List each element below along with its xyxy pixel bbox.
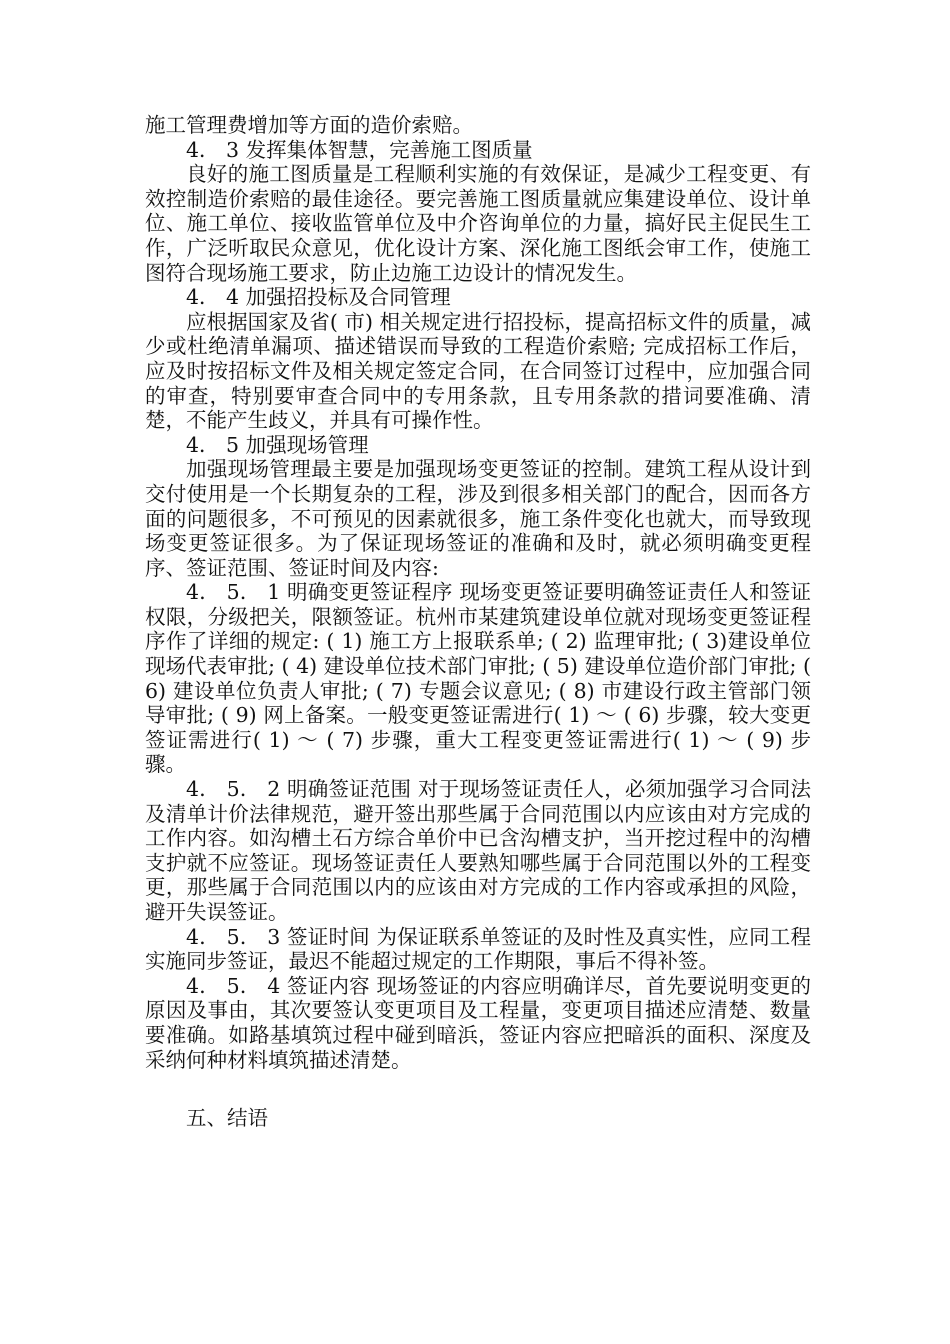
heading-4-3: 4． 3 发挥集体智慧，完善施工图质量 [186,137,533,162]
paragraph-continuation: 施工管理费增加等方面的造价索赔。 [145,113,473,137]
paragraph-drawing-quality: 良好的施工图质量是工程顺利实施的有效保证，是减少工程变更、有效控制造价索赔的最佳途径。要完善施工图质量就应集建设单位、设计单位、施工单位、接收监管单位及中介咨询单位的力量，搞好民主促民生工作，广泛听取民众意见，优化设计方案、深化施工图纸会审工作，使施工图符合现场施工要求，防止边施工边设计的情况发生。 [145,162,811,285]
section-title-conclusion: 五、结语 [186,1106,268,1131]
heading-4-5: 4． 5 加强现场管理 [186,432,369,457]
paragraph-4-5-1: 4． 5． 1 明确变更签证程序 现场变更签证要明确签证责任人和签证权限，分级把关，限额签证。杭州市某建筑建设单位就对现场变更签证程序作了详细的规定: ( 1) 施工方上报联系单; ( 2) 监理审批; ( 3)建设单位现场代表审批; ( 4) 建设单位技术部门审批; ( 5) 建设单位造价部门审批; ( 6) 建设单位负责人审批; ( 7) 专题会议意见; ( 8) 市建设行政主管部门领导审批; ( 9) 网上备案。一般变更签证需进行( 1) ～ ( 6) 步骤，较大变更签证需进行( 1) ～ ( 7) 步骤，重大工程变更签证需进行( 1) ～ ( 9) 步骤。 [145,580,811,777]
heading-4-4: 4． 4 加强招投标及合同管理 [186,285,451,310]
paragraph-4-5-3: 4． 5． 3 签证时间 为保证联系单签证的及时性及真实性，应同工程实施同步签证，最迟不能超过规定的工作期限，事后不得补签。 [145,924,811,974]
document-page [145,113,811,1131]
paragraph-bidding-contract: 应根据国家及省( 市) 相关规定进行招投标，提高招标文件的质量，减少或杜绝清单漏项、描述错误而导致的工程造价索赔; 完成招标工作后，应及时按招标文件及相关规定签定合同，在合同签订过程中，应加强合同的审查，特别要审查合同中的专用条款，且专用条款的措词要准确、清楚，不能产生歧义，并具有可操作性。 [145,309,811,433]
paragraph-4-5-2: 4． 5． 2 明确签证范围 对于现场签证责任人，必须加强学习合同法及清单计价法律规范，避开签出那些属于合同范围以内应该由对方完成的工作内容。如沟槽土石方综合单价中已含沟槽支护，当开挖过程中的沟槽支护就不应签证。现场签证责任人要熟知哪些属于合同范围以外的工程变更，那些属于合同范围以内的应该由对方完成的工作内容或承担的风险，避开失误签证。 [145,777,811,924]
paragraph-site-management: 加强现场管理最主要是加强现场变更签证的控制。建筑工程从设计到交付使用是一个长期复杂的工程，涉及到很多相关部门的配合，因而各方面的问题很多，不可预见的因素就很多，施工条件变化也就大，而导致现场变更签证很多。为了保证现场签证的准确和及时，就必须明确变更程序、签证范围、签证时间及内容: [145,457,811,580]
paragraph-4-5-4: 4． 5． 4 签证内容 现场签证的内容应明确详尽，首先要说明变更的原因及事由，其次要签认变更项目及工程量，变更项目描述应清楚、数量要准确。如路基填筑过程中碰到暗浜，签证内容应把暗浜的面积、深度及采纳何种材料填筑描述清楚。 [145,973,811,1072]
